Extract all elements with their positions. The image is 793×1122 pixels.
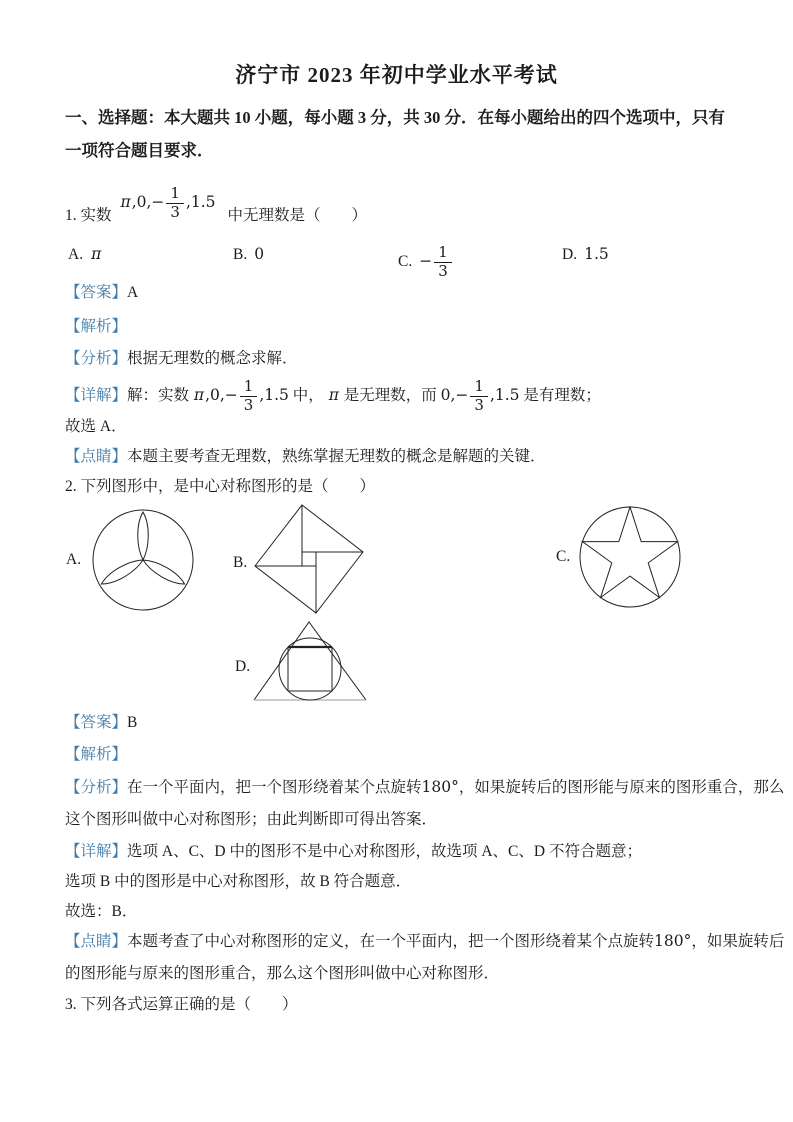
pi-symbol: π [328,385,339,404]
q1-jiexi-line [65,317,127,336]
detail-tag: 【详解】 [65,386,128,404]
note-tag: 【点睛】 [65,933,128,950]
q2-answer-value: B [127,714,138,731]
fenxi-tag: 【分析】 [65,350,128,367]
degree-180: 180° [421,778,459,796]
q1-detail-line: 【详解】解：实数 π,0,− $\frac{1}{3}$ ,1.5 中， π 是无理数，而 0,− $\frac{1}{3}$ ,1.5 是有理数； [65,377,601,414]
option-b-value: 0 [254,245,265,263]
q2-detail-line2: 选项 B 中的图形是中心对称图形，故 B 符合题意． [65,873,412,890]
q1-option-a: A. π [68,245,102,263]
figure-label-a: A. [66,551,82,568]
figure-d-triangle-circle-square [252,620,368,704]
option-c-minus: − [419,251,433,270]
fraction-one-third: $\frac{1}{3}$ [434,245,452,280]
section-header-line2: 一项符合题目要求． [65,141,214,160]
section-header-line1: 一、选择题：本大题共 10 小题，每小题 3 分，共 30 分．在每小题给出的四个选项中，只有 [65,108,725,127]
q1-option-b: B. 0 [233,245,265,263]
fenxi-tag: 【分析】 [65,779,128,796]
option-d-value: 1.5 [584,245,609,263]
q1-answer-value: A [127,284,139,301]
fraction-one-third: $\frac{1}{3}$ [240,379,258,414]
figure-a-trefoil-circle [92,509,194,611]
pi-symbol: π [193,385,205,404]
answer-tag: 【答案】 [65,714,128,731]
fraction-one-third: $\frac{1}{3}$ [166,186,184,221]
q1-stem-post: 中无理数是（ ） [227,206,368,224]
q1-formula: π,0,− $\frac{1}{3}$ ,1.5 [120,184,216,221]
q2-fenxi-line1: 【分析】在一个平面内，把一个图形绕着某个点旋转180°，如果旋转后的图形能与原来的图形重合，那么 [65,778,785,796]
answer-tag: 【答案】 [65,284,128,301]
detail-tag: 【详解】 [65,843,128,860]
q1-fenxi-line: 【分析】根据无理数的概念求解． [65,350,298,367]
figure-label-b: B. [233,554,248,571]
q1-guxuan-line: 故选 A． [65,418,127,435]
q1-note-line: 【点睛】本题主要考查无理数，熟练掌握无理数的概念是解题的关键． [65,448,546,465]
q2-note-line2: 的图形能与原来的图形重合，那么这个图形叫做中心对称图形． [65,965,500,982]
q2-guxuan-line: 故选：B． [65,903,138,920]
jiexi-tag: 【解析】 [65,318,128,335]
page-title: 济宁市 2023 年初中学业水平考试 [235,63,558,87]
q2-jiexi-line [65,745,127,764]
option-a-value: π [91,245,102,263]
note-tag: 【点睛】 [65,448,128,465]
q1-number: 1. [65,206,77,224]
q1-option-d: D. 1.5 [562,245,609,263]
q2-answer-line [65,713,137,732]
q1-stem [65,184,368,234]
q2-number: 2. [65,478,77,495]
q1-stem-pre: 实数 [80,206,112,224]
figure-b-pinwheel-diamond [253,503,365,615]
q3-stem: 3. 下列各式运算正确的是（ ） [65,996,298,1013]
pi-symbol: π [120,192,131,211]
q2-fenxi-line2: 这个图形叫做中心对称图形；由此判断即可得出答案． [65,811,438,828]
q2-stem: 2. 下列图形中，是中心对称图形的是（ ） [65,478,376,495]
figure-label-d: D. [235,658,251,675]
figure-label-c: C. [556,548,571,565]
q2-detail-line1: 【详解】选项 A、C、D 中的图形不是中心对称图形，故选项 A、C、D 不符合题意； [65,843,642,860]
fraction-one-third: $\frac{1}{3}$ [470,379,488,414]
jiexi-tag: 【解析】 [65,746,128,763]
q1-option-c: C. − $\frac{1}{3}$ [398,245,454,280]
figure-c-star-in-circle [578,505,682,609]
q1-answer-line [65,283,138,302]
degree-180: 180° [654,932,692,950]
q3-number: 3. [65,996,77,1013]
q2-note-line1: 【点睛】本题考查了中心对称图形的定义，在一个平面内，把一个图形绕着某个点旋转180°，如果旋转后 [65,932,785,950]
